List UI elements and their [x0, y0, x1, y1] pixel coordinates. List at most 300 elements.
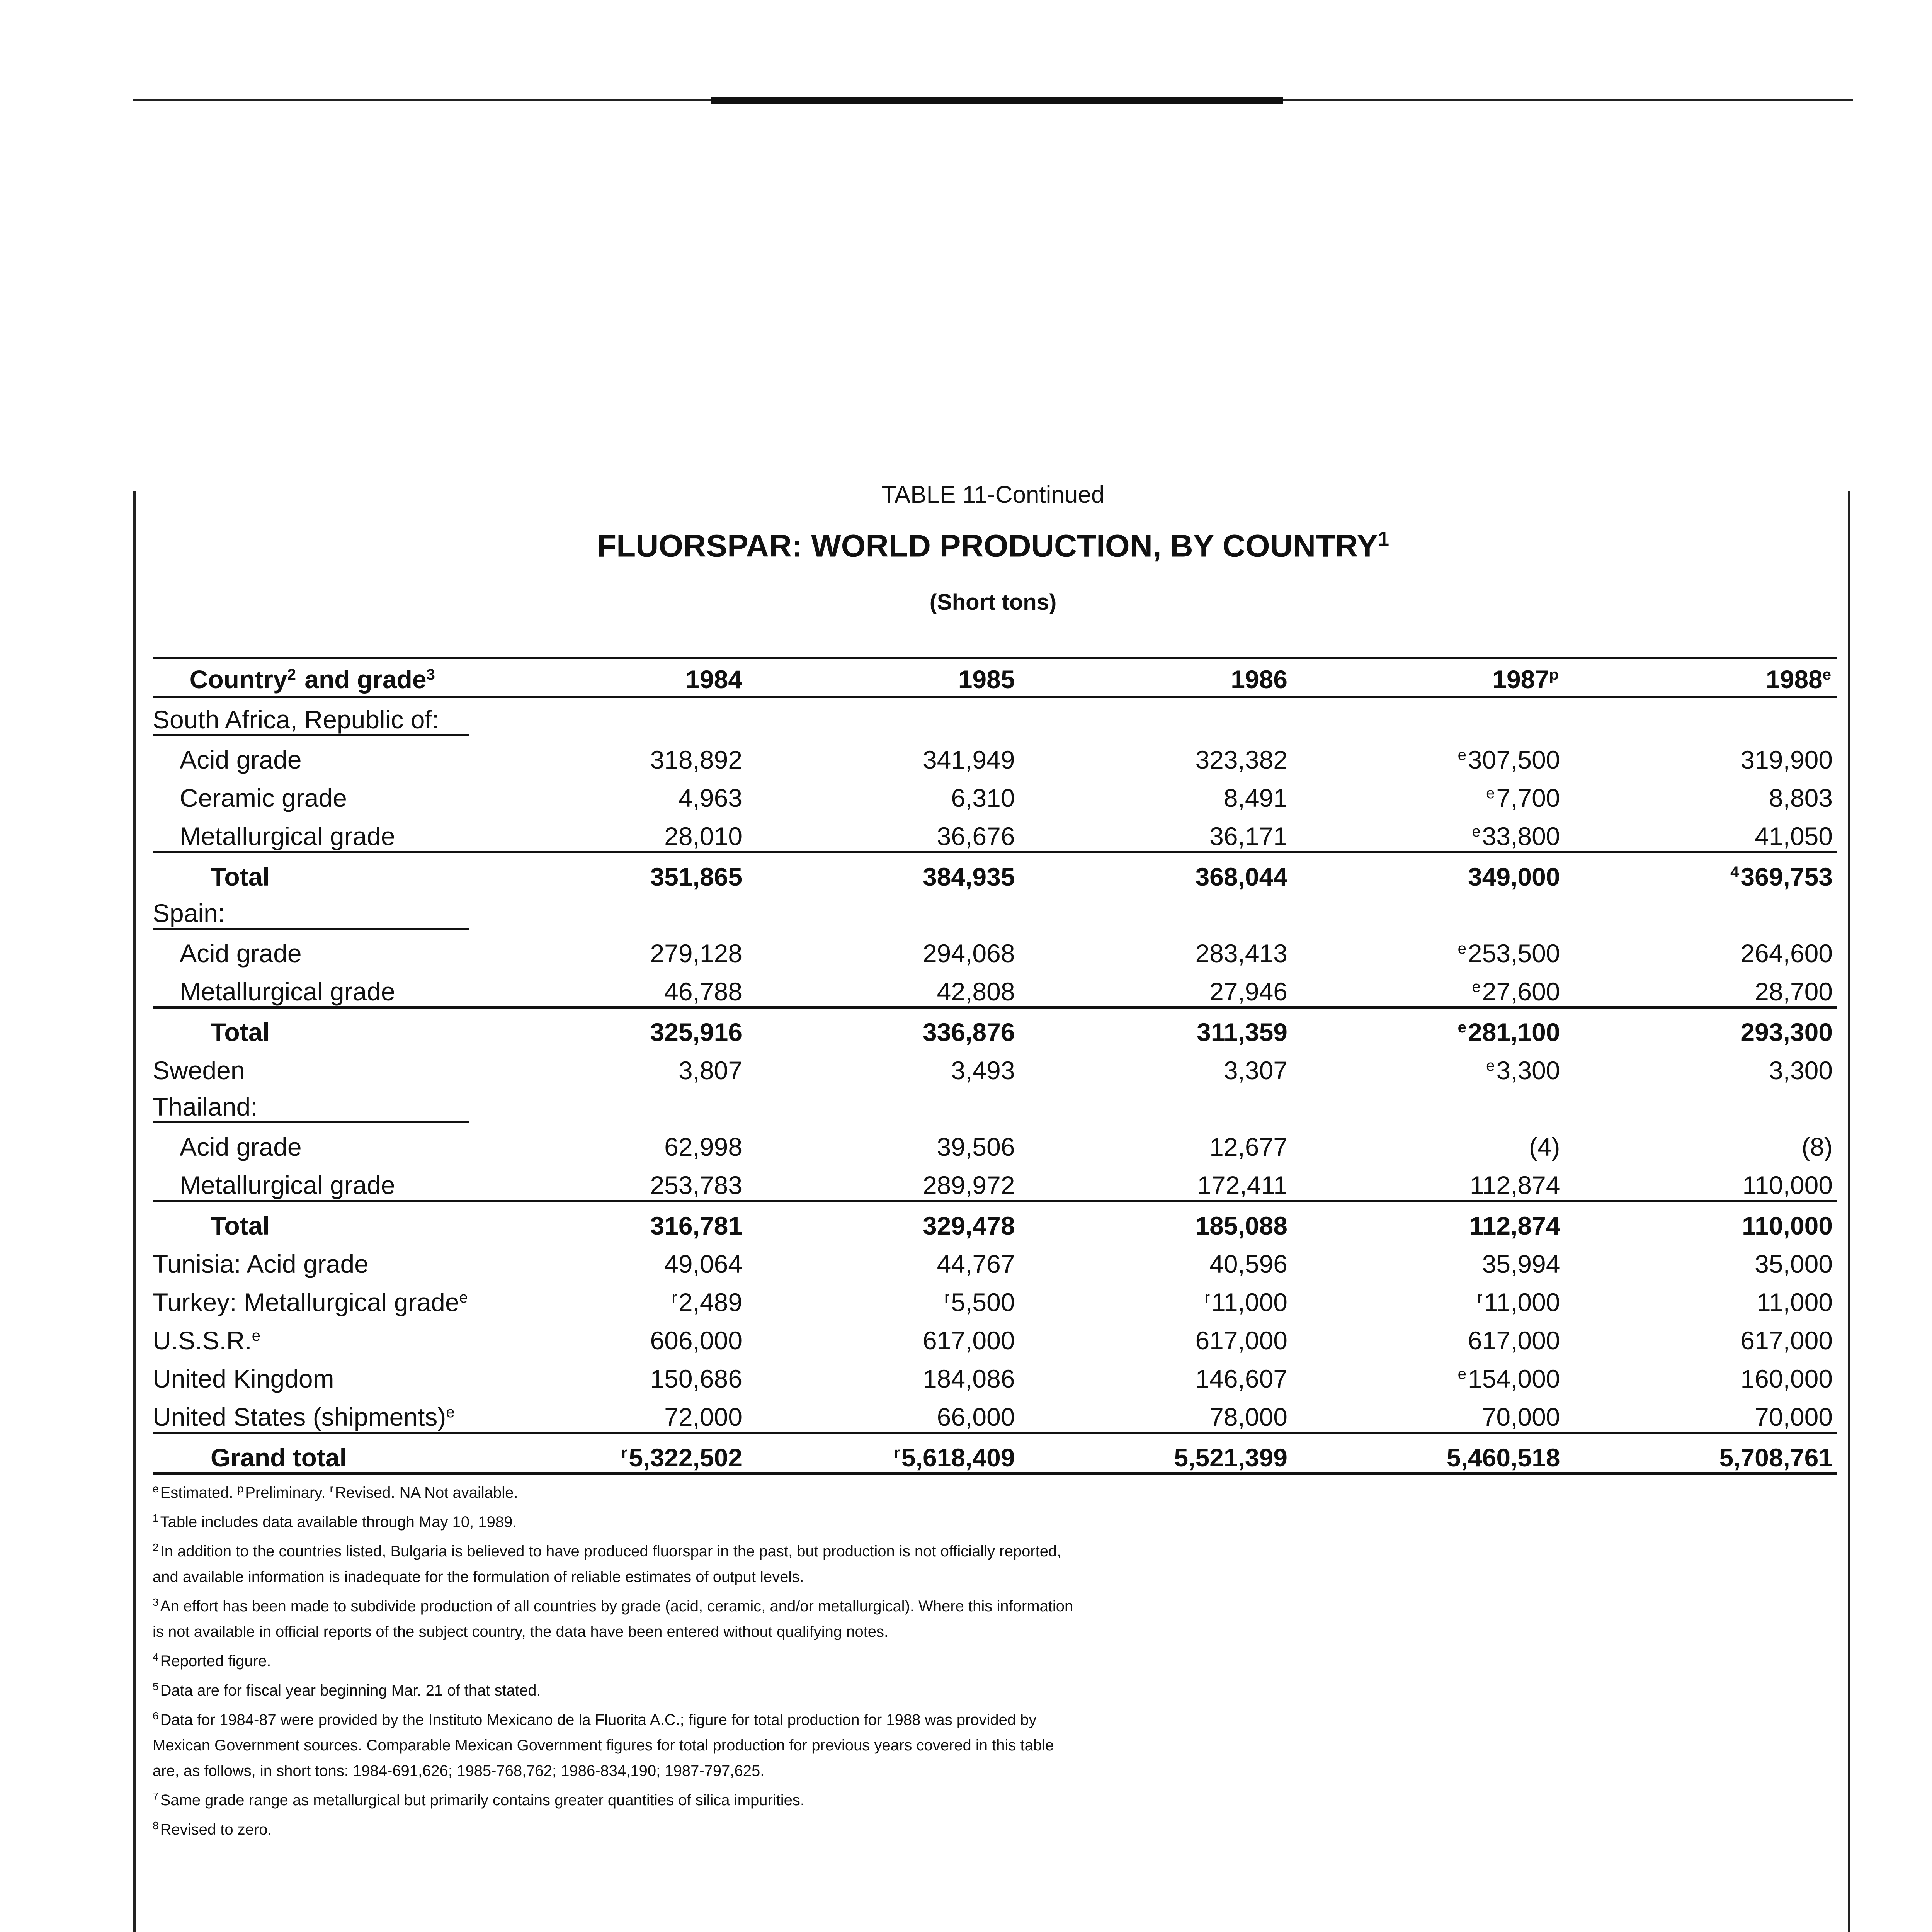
value-cell	[1291, 852, 1564, 891]
value-text: 154,000	[1468, 1364, 1560, 1393]
value-text: 11,000	[1757, 1288, 1833, 1316]
value-text: 264,600	[1740, 939, 1833, 968]
value-text: 329,478	[922, 1211, 1015, 1240]
header-grade-text: and grade	[304, 665, 427, 694]
value-cell	[474, 1355, 746, 1393]
value-cell	[1291, 1201, 1564, 1240]
value-text: 316,781	[650, 1211, 743, 1240]
value-cell	[746, 1317, 1019, 1355]
row-label	[153, 1123, 474, 1162]
value-text: 253,783	[650, 1171, 743, 1199]
value-cell	[746, 1123, 1019, 1162]
value-text: 112,874	[1469, 1211, 1560, 1240]
footnote-number: 8	[153, 1820, 159, 1832]
value-mark: e	[1458, 1019, 1466, 1036]
value-cell	[746, 1162, 1019, 1201]
value-text: 36,676	[937, 822, 1015, 850]
row-label	[153, 1279, 474, 1317]
value-text: 72,000	[664, 1403, 743, 1431]
footnote-line	[153, 1645, 1273, 1674]
row-label-wrap	[153, 1364, 334, 1393]
value-cell	[1019, 1317, 1291, 1355]
row-label	[153, 1162, 474, 1201]
table-row	[153, 1393, 1837, 1433]
legend-text: Revised.	[335, 1484, 395, 1501]
table-title	[133, 527, 1853, 564]
footnote-number: 6	[153, 1710, 159, 1722]
row-label	[153, 1007, 474, 1047]
value-cell	[474, 736, 746, 774]
value-text: 5,618,409	[901, 1443, 1015, 1472]
row-label	[153, 774, 474, 813]
footnote-number: 7	[153, 1790, 159, 1802]
header-year-1988	[1564, 658, 1837, 697]
value-cell	[746, 1433, 1019, 1473]
value-text: 289,972	[922, 1171, 1015, 1199]
row-label-text: Total	[211, 1018, 270, 1046]
value-cell	[1564, 1279, 1837, 1317]
value-cell	[746, 1085, 1019, 1123]
table-row	[153, 774, 1837, 813]
value-cell	[1291, 1317, 1564, 1355]
legend-mark: r	[330, 1483, 333, 1495]
table-row	[153, 1355, 1837, 1393]
value-cell	[1291, 736, 1564, 774]
row-label-text: Acid grade	[180, 1133, 302, 1161]
value-mark: 4	[1730, 864, 1739, 881]
row-label-wrap	[180, 1133, 302, 1161]
value-cell	[1564, 1393, 1837, 1433]
value-text: 369,753	[1740, 862, 1833, 891]
value-cell	[746, 1240, 1019, 1279]
footnote-text: An effort has been made to subdivide production of all countries by grade (acid, ceramic, and/or metallurgical). Where this information	[160, 1598, 1073, 1615]
header-note-a: 2	[287, 666, 296, 683]
table-row	[153, 1162, 1837, 1201]
value-text: 3,300	[1496, 1056, 1560, 1085]
value-text: 49,064	[664, 1250, 743, 1278]
value-text: 617,000	[1195, 1326, 1288, 1355]
value-text: (4)	[1529, 1133, 1560, 1161]
table-row	[153, 1201, 1837, 1240]
row-label	[153, 1433, 474, 1473]
row-label-text: United Kingdom	[153, 1364, 334, 1393]
value-text: 160,000	[1740, 1364, 1833, 1393]
table-title-text: FLUORSPAR: WORLD PRODUCTION, BY COUNTRY	[597, 528, 1378, 564]
header-note-b: 3	[426, 666, 435, 683]
row-label	[153, 736, 474, 774]
value-text: 62,998	[664, 1133, 743, 1161]
row-label	[153, 1393, 474, 1433]
row-label-mark: e	[459, 1289, 468, 1306]
value-cell	[474, 1279, 746, 1317]
table-row	[153, 813, 1837, 852]
row-label-mark: e	[446, 1404, 455, 1421]
footnote-text: Reported figure.	[160, 1653, 271, 1670]
frame-left-rule	[133, 491, 136, 1932]
footnote-line	[153, 1784, 1273, 1813]
table-header-row	[153, 658, 1837, 697]
value-cell	[474, 1393, 746, 1433]
legend-text: NA Not available.	[399, 1484, 518, 1501]
footnotes	[153, 1476, 1273, 1842]
header-year-1984	[474, 658, 746, 697]
value-text: 8,803	[1769, 784, 1833, 812]
value-cell	[474, 968, 746, 1007]
legend-mark: p	[237, 1483, 244, 1495]
row-label-text: Total	[211, 862, 270, 891]
value-text: 110,000	[1742, 1171, 1833, 1199]
row-label-wrap	[211, 862, 270, 891]
value-text: 319,900	[1740, 745, 1833, 774]
value-cell	[1019, 697, 1291, 736]
value-cell	[1019, 813, 1291, 852]
value-text: 293,300	[1740, 1018, 1833, 1046]
value-text: 28,700	[1755, 977, 1833, 1006]
row-label-wrap	[211, 1018, 270, 1046]
table-label: TABLE 11-Continued	[881, 481, 1105, 508]
table-row	[153, 852, 1837, 891]
row-label-text: Tunisia: Acid grade	[153, 1250, 369, 1278]
legend-text: Estimated.	[160, 1484, 233, 1501]
value-cell	[1564, 968, 1837, 1007]
value-text: 323,382	[1195, 745, 1288, 774]
value-cell	[1019, 1123, 1291, 1162]
footnote-line	[153, 1564, 1273, 1590]
value-text: 368,044	[1195, 862, 1288, 891]
value-text: 11,000	[1211, 1288, 1288, 1316]
value-text: 341,949	[922, 745, 1015, 774]
row-label-wrap	[180, 784, 347, 812]
value-text: 28,010	[664, 822, 743, 850]
row-label-text: United States (shipments)	[153, 1403, 446, 1431]
value-text: 12,677	[1209, 1133, 1288, 1161]
value-text: 78,000	[1209, 1403, 1288, 1431]
table-row	[153, 1240, 1837, 1279]
value-text: 617,000	[1468, 1326, 1560, 1355]
value-text: 606,000	[650, 1326, 743, 1355]
value-cell	[1564, 1085, 1837, 1123]
value-text: 66,000	[937, 1403, 1015, 1431]
value-cell	[1291, 1123, 1564, 1162]
value-text: 44,767	[937, 1250, 1015, 1278]
value-text: 27,600	[1482, 977, 1560, 1006]
value-text: 617,000	[1740, 1326, 1833, 1355]
value-cell	[1564, 1162, 1837, 1201]
value-mark: e	[1472, 978, 1481, 995]
table-row	[153, 1123, 1837, 1162]
table-row	[153, 1047, 1837, 1085]
value-text: 617,000	[922, 1326, 1015, 1355]
value-text: 384,935	[922, 862, 1015, 891]
footnote-line	[153, 1733, 1273, 1758]
row-label	[153, 697, 474, 736]
row-label-text: Spain:	[153, 899, 225, 927]
row-label-wrap	[153, 1288, 469, 1316]
value-text: 8,491	[1223, 784, 1288, 812]
value-cell	[474, 1047, 746, 1085]
header-year-text: 1985	[958, 665, 1015, 694]
value-mark: e	[1458, 1366, 1466, 1383]
value-text: 172,411	[1197, 1171, 1288, 1199]
value-cell	[1291, 1240, 1564, 1279]
row-label-text: Metallurgical grade	[180, 1171, 395, 1199]
value-cell	[1291, 1393, 1564, 1433]
value-cell	[746, 1393, 1019, 1433]
table-row	[153, 1007, 1837, 1047]
header-year-mark: e	[1822, 666, 1831, 683]
table-row	[153, 968, 1837, 1007]
footnote-number: 2	[153, 1541, 159, 1553]
footnote-line	[153, 1758, 1273, 1784]
value-cell	[1291, 813, 1564, 852]
row-label-text: Metallurgical grade	[180, 822, 395, 850]
value-text: 336,876	[922, 1018, 1015, 1046]
table-units: (Short tons)	[929, 590, 1057, 615]
row-label-text: Grand total	[211, 1443, 347, 1472]
row-label-wrap	[153, 705, 469, 736]
value-text: 146,607	[1195, 1364, 1288, 1393]
value-cell	[474, 1085, 746, 1123]
value-cell	[1019, 1162, 1291, 1201]
top-rule-accent	[711, 97, 1283, 104]
value-text: 351,865	[650, 862, 743, 891]
row-label	[153, 1201, 474, 1240]
value-text: 7,700	[1496, 784, 1560, 812]
footnote-line	[153, 1703, 1273, 1733]
value-mark: r	[894, 1444, 900, 1461]
value-cell	[1291, 930, 1564, 968]
value-text: 279,128	[650, 939, 743, 968]
value-text: 3,493	[951, 1056, 1015, 1085]
row-label-text: Total	[211, 1211, 270, 1240]
value-cell	[1564, 1123, 1837, 1162]
value-cell	[1564, 697, 1837, 736]
value-cell	[1019, 1047, 1291, 1085]
header-year-mark: p	[1549, 666, 1559, 683]
value-text: 5,500	[951, 1288, 1015, 1316]
row-label-wrap	[153, 898, 469, 930]
value-text: 3,300	[1769, 1056, 1833, 1085]
row-label-wrap	[180, 977, 395, 1006]
value-cell	[1291, 891, 1564, 930]
footnote-text: Table includes data available through May 10, 1989.	[160, 1514, 517, 1531]
row-label-text: Acid grade	[180, 939, 302, 968]
footnote-line	[153, 1619, 1273, 1645]
value-cell	[1019, 1279, 1291, 1317]
row-label	[153, 852, 474, 891]
value-text: 3,307	[1223, 1056, 1288, 1085]
value-text: 318,892	[650, 745, 743, 774]
value-cell	[1564, 1355, 1837, 1393]
footnote-line	[153, 1590, 1273, 1619]
header-year-1987	[1291, 658, 1564, 697]
value-text: 5,460,518	[1446, 1443, 1560, 1472]
value-mark: e	[1458, 747, 1466, 764]
value-text: 5,708,761	[1719, 1443, 1833, 1472]
value-mark: e	[1486, 785, 1495, 802]
row-label	[153, 1355, 474, 1393]
value-cell	[746, 852, 1019, 891]
value-cell	[1564, 1201, 1837, 1240]
row-label-wrap	[180, 939, 302, 968]
footnote-line	[153, 1505, 1273, 1535]
value-cell	[474, 697, 746, 736]
value-text: 184,086	[922, 1364, 1015, 1393]
table-row	[153, 1433, 1837, 1473]
header-year-text: 1986	[1231, 665, 1288, 694]
value-cell	[474, 774, 746, 813]
value-text: 2,489	[678, 1288, 743, 1316]
value-cell	[746, 968, 1019, 1007]
value-cell	[1019, 736, 1291, 774]
value-text: 5,521,399	[1174, 1443, 1288, 1472]
value-cell	[746, 1201, 1019, 1240]
row-label-wrap	[180, 745, 302, 774]
row-label	[153, 813, 474, 852]
value-text: 41,050	[1755, 822, 1833, 850]
value-cell	[1019, 1201, 1291, 1240]
row-label-wrap	[153, 1092, 469, 1123]
value-text: (8)	[1801, 1133, 1833, 1161]
production-table	[153, 657, 1837, 1475]
header-year-text: 1987	[1492, 665, 1549, 694]
value-cell	[1019, 1240, 1291, 1279]
value-mark: e	[1458, 940, 1466, 957]
value-cell	[746, 774, 1019, 813]
value-text: 11,000	[1484, 1288, 1560, 1316]
row-label-wrap	[153, 1056, 245, 1085]
row-label-text: Turkey: Metallurgical grade	[153, 1288, 459, 1316]
value-cell	[1291, 774, 1564, 813]
value-cell	[474, 1123, 746, 1162]
row-label-text: Thailand:	[153, 1092, 258, 1121]
value-cell	[1564, 852, 1837, 891]
value-cell	[1564, 1240, 1837, 1279]
value-text: 36,171	[1209, 822, 1288, 850]
footnote-text: Revised to zero.	[160, 1821, 272, 1838]
row-label-text: South Africa, Republic of:	[153, 705, 439, 734]
row-label	[153, 891, 474, 930]
footnote-legend	[153, 1476, 1273, 1505]
value-cell	[474, 852, 746, 891]
value-text: 5,322,502	[629, 1443, 743, 1472]
value-cell	[746, 736, 1019, 774]
row-label-text: Ceramic grade	[180, 784, 347, 812]
value-mark: r	[944, 1289, 950, 1306]
value-cell	[1564, 1433, 1837, 1473]
value-cell	[1019, 1393, 1291, 1433]
value-text: 27,946	[1209, 977, 1288, 1006]
value-text: 253,500	[1468, 939, 1560, 968]
header-year-text: 1984	[685, 665, 743, 694]
value-cell	[1291, 1433, 1564, 1473]
value-cell	[1291, 1279, 1564, 1317]
value-text: 40,596	[1209, 1250, 1288, 1278]
value-text: 33,800	[1482, 822, 1560, 850]
value-cell	[1019, 1433, 1291, 1473]
value-cell	[474, 1433, 746, 1473]
row-label	[153, 1317, 474, 1355]
value-text: 349,000	[1468, 862, 1560, 891]
value-mark: r	[621, 1444, 628, 1461]
value-cell	[1019, 852, 1291, 891]
value-text: 42,808	[937, 977, 1015, 1006]
value-cell	[746, 1047, 1019, 1085]
value-text: 110,000	[1742, 1211, 1833, 1240]
value-cell	[1291, 968, 1564, 1007]
value-cell	[1564, 891, 1837, 930]
value-cell	[474, 1162, 746, 1201]
value-cell	[746, 1279, 1019, 1317]
header-year-text: 1988	[1765, 665, 1823, 694]
row-label-text: U.S.S.R.	[153, 1326, 252, 1355]
table-body	[153, 697, 1837, 1473]
value-text: 70,000	[1755, 1403, 1833, 1431]
footnote-text: Data for 1984-87 were provided by the Instituto Mexicano de la Fluorita A.C.; figure for total production for 1988 was provided by	[160, 1711, 1037, 1728]
row-label-wrap	[211, 1443, 347, 1472]
frame-right-rule	[1848, 491, 1850, 1932]
value-cell	[1564, 813, 1837, 852]
footnote-lines	[153, 1505, 1273, 1842]
row-label-wrap	[153, 1250, 369, 1278]
footnote-line	[153, 1535, 1273, 1564]
row-label-mark: e	[252, 1327, 260, 1344]
footnote-line	[153, 1813, 1273, 1842]
row-label-text: Sweden	[153, 1056, 245, 1085]
value-text: 3,807	[678, 1056, 743, 1085]
value-cell	[474, 1317, 746, 1355]
table-row	[153, 736, 1837, 774]
value-text: 294,068	[922, 939, 1015, 968]
value-cell	[1564, 1317, 1837, 1355]
footnote-text: is not available in official reports of the subject country, the data have been entered without qualifying notes.	[153, 1623, 889, 1640]
value-text: 70,000	[1482, 1403, 1560, 1431]
value-cell	[746, 1355, 1019, 1393]
value-cell	[1564, 1047, 1837, 1085]
value-cell	[1291, 697, 1564, 736]
row-label-wrap	[180, 822, 395, 850]
value-cell	[1019, 1085, 1291, 1123]
value-cell	[1564, 1007, 1837, 1047]
value-cell	[746, 697, 1019, 736]
value-mark: r	[1477, 1289, 1483, 1306]
row-label-wrap	[153, 1403, 456, 1431]
value-cell	[474, 813, 746, 852]
row-label	[153, 930, 474, 968]
footnote-text: Mexican Government sources. Comparable Mexican Government figures for total production for previous years covered in this table	[153, 1737, 1054, 1754]
value-cell	[746, 813, 1019, 852]
value-cell	[1564, 736, 1837, 774]
footnote-text: are, as follows, in short tons: 1984-691,626; 1985-768,762; 1986-834,190; 1987-797,625.	[153, 1762, 765, 1779]
header-year-1985	[746, 658, 1019, 697]
legend-text: Preliminary.	[245, 1484, 326, 1501]
value-text: 311,359	[1197, 1018, 1288, 1046]
value-cell	[474, 1007, 746, 1047]
value-cell	[1291, 1047, 1564, 1085]
value-cell	[746, 891, 1019, 930]
row-label-text: Acid grade	[180, 745, 302, 774]
value-cell	[1019, 774, 1291, 813]
legend-mark: e	[153, 1483, 159, 1495]
footnote-text: In addition to the countries listed, Bulgaria is believed to have produced fluorspar in the past, but production is not officially reported,	[160, 1543, 1061, 1560]
table-row	[153, 1317, 1837, 1355]
table-title-note: 1	[1378, 528, 1389, 550]
table-row	[153, 1085, 1837, 1123]
header-country-text: Country	[189, 665, 287, 694]
row-label	[153, 1240, 474, 1279]
footnote-text: Data are for fiscal year beginning Mar. 21 of that stated.	[160, 1682, 541, 1699]
value-mark: e	[1472, 823, 1481, 840]
